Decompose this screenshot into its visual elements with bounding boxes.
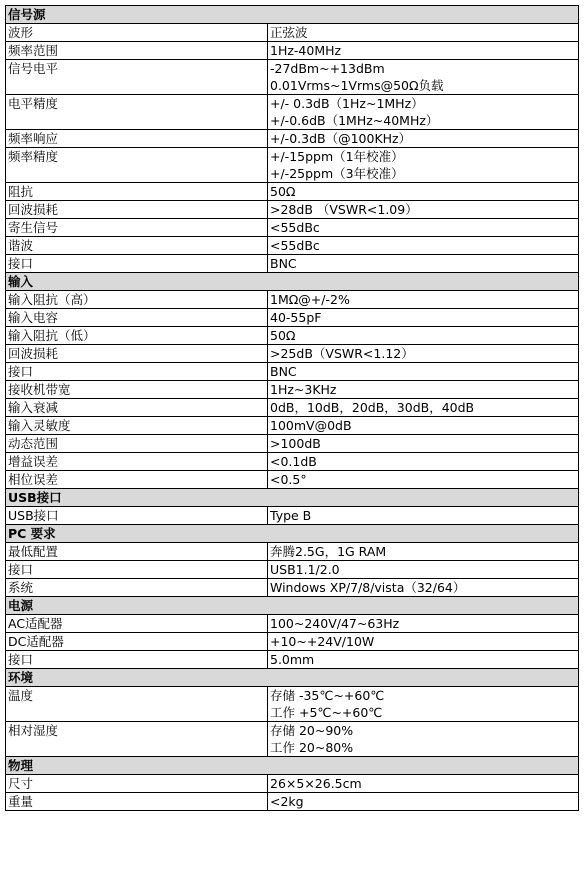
spec-value-line: +/-15ppm（1年校准） <box>270 149 404 164</box>
spec-value <box>268 615 579 633</box>
section-header-row <box>6 6 579 24</box>
section-header-row <box>6 273 579 291</box>
section-title: 信号源 <box>6 6 579 24</box>
spec-label: 回波损耗 <box>6 201 268 219</box>
spec-label: 寄生信号 <box>6 219 268 237</box>
spec-value <box>268 561 579 579</box>
spec-value <box>268 201 579 219</box>
spec-row <box>6 201 579 219</box>
spec-row <box>6 722 579 757</box>
spec-row <box>6 579 579 597</box>
spec-value-line: +10~+24V/10W <box>270 634 375 649</box>
spec-table-body <box>6 6 579 811</box>
spec-label: 输入电容 <box>6 309 268 327</box>
spec-label: 最低配置 <box>6 543 268 561</box>
spec-label: 阻抗 <box>6 183 268 201</box>
spec-row <box>6 363 579 381</box>
spec-value-line: Windows XP/7/8/vista（32/64） <box>270 580 466 595</box>
spec-row <box>6 24 579 42</box>
spec-row <box>6 793 579 811</box>
spec-value <box>268 651 579 669</box>
spec-value <box>268 453 579 471</box>
section-title: 物理 <box>6 757 579 775</box>
spec-label: 频率精度 <box>6 148 268 183</box>
spec-label: USB接口 <box>6 507 268 525</box>
spec-row <box>6 615 579 633</box>
spec-row <box>6 775 579 793</box>
spec-label: 输入阻抗（高） <box>6 291 268 309</box>
spec-value <box>268 148 579 183</box>
spec-label: 谐波 <box>6 237 268 255</box>
section-header-row <box>6 489 579 507</box>
spec-row <box>6 148 579 183</box>
spec-value-line: 工作 20~80% <box>270 740 354 755</box>
spec-row <box>6 183 579 201</box>
spec-label: 频率范围 <box>6 42 268 60</box>
spec-value <box>268 60 579 95</box>
spec-value-line: <2kg <box>270 794 304 809</box>
section-title: 电源 <box>6 597 579 615</box>
spec-value-line: 1Hz~3KHz <box>270 382 337 397</box>
spec-value-line: 40-55pF <box>270 310 322 325</box>
spec-value <box>268 24 579 42</box>
spec-label: 输入阻抗（低） <box>6 327 268 345</box>
spec-value-line: 50Ω <box>270 184 296 199</box>
spec-row <box>6 453 579 471</box>
spec-value <box>268 381 579 399</box>
spec-value <box>268 775 579 793</box>
spec-value-line: BNC <box>270 256 297 271</box>
section-title: PC 要求 <box>6 525 579 543</box>
spec-value <box>268 327 579 345</box>
spec-value <box>268 507 579 525</box>
spec-value-line: Type B <box>270 508 312 523</box>
spec-row <box>6 507 579 525</box>
section-title: 环境 <box>6 669 579 687</box>
spec-label: 相位误差 <box>6 471 268 489</box>
spec-table <box>5 5 579 811</box>
spec-label: 接口 <box>6 651 268 669</box>
spec-value-line: 奔腾2.5G，1G RAM <box>270 544 387 559</box>
spec-label: 系统 <box>6 579 268 597</box>
spec-value <box>268 255 579 273</box>
spec-label: 相对湿度 <box>6 722 268 757</box>
spec-value-line: +/-25ppm（3年校准） <box>270 166 404 181</box>
spec-value-line: 存储 -35℃~+60℃ <box>270 688 385 703</box>
spec-value-line: -27dBm~+13dBm <box>270 61 385 76</box>
spec-value-line: 存储 20~90% <box>270 723 354 738</box>
spec-value <box>268 291 579 309</box>
spec-value-line: 5.0mm <box>270 652 315 667</box>
spec-row <box>6 95 579 130</box>
spec-value-line: 1Hz-40MHz <box>270 43 342 58</box>
spec-label: 波形 <box>6 24 268 42</box>
spec-value <box>268 722 579 757</box>
spec-value-line: 1MΩ@+/-2% <box>270 292 350 307</box>
spec-row <box>6 219 579 237</box>
spec-row <box>6 42 579 60</box>
spec-value <box>268 363 579 381</box>
spec-label: 动态范围 <box>6 435 268 453</box>
spec-row <box>6 255 579 273</box>
spec-label: 输入衰减 <box>6 399 268 417</box>
spec-label: 频率响应 <box>6 130 268 148</box>
spec-label: 接收机带宽 <box>6 381 268 399</box>
spec-label: 增益误差 <box>6 453 268 471</box>
spec-row <box>6 633 579 651</box>
spec-value-line: 0.01Vrms~1Vrms@50Ω负载 <box>270 78 444 93</box>
spec-value <box>268 345 579 363</box>
spec-value-line: <55dBc <box>270 238 320 253</box>
spec-label: DC适配器 <box>6 633 268 651</box>
spec-row <box>6 309 579 327</box>
spec-value <box>268 435 579 453</box>
spec-value <box>268 579 579 597</box>
spec-row <box>6 345 579 363</box>
spec-value <box>268 687 579 722</box>
spec-row <box>6 381 579 399</box>
spec-value <box>268 309 579 327</box>
spec-row <box>6 561 579 579</box>
spec-row <box>6 687 579 722</box>
spec-label: 回波损耗 <box>6 345 268 363</box>
section-header-row <box>6 525 579 543</box>
section-header-row <box>6 597 579 615</box>
spec-row <box>6 237 579 255</box>
spec-value-line: <0.5° <box>270 472 307 487</box>
spec-value <box>268 399 579 417</box>
spec-row <box>6 543 579 561</box>
spec-value-line: 50Ω <box>270 328 296 343</box>
section-header-row <box>6 757 579 775</box>
spec-value <box>268 219 579 237</box>
spec-label: 电平精度 <box>6 95 268 130</box>
spec-value <box>268 130 579 148</box>
spec-label: 重量 <box>6 793 268 811</box>
spec-value <box>268 95 579 130</box>
spec-value <box>268 633 579 651</box>
spec-value-line: 100~240V/47~63Hz <box>270 616 400 631</box>
spec-value-line: >28dB （VSWR<1.09） <box>270 202 418 217</box>
spec-label: 输入灵敏度 <box>6 417 268 435</box>
spec-label: 信号电平 <box>6 60 268 95</box>
spec-value-line: +/-0.6dB（1MHz~40MHz） <box>270 113 439 128</box>
section-title: USB接口 <box>6 489 579 507</box>
spec-row <box>6 130 579 148</box>
spec-value-line: 工作 +5℃~+60℃ <box>270 705 383 720</box>
spec-value-line: 0dB，10dB，20dB，30dB，40dB <box>270 400 475 415</box>
spec-value-line: 正弦波 <box>270 25 308 40</box>
spec-row <box>6 651 579 669</box>
spec-row <box>6 471 579 489</box>
spec-value-line: 26×5×26.5cm <box>270 776 362 791</box>
spec-value-line: +/- 0.3dB（1Hz~1MHz） <box>270 96 424 111</box>
section-title: 输入 <box>6 273 579 291</box>
spec-value-line: <0.1dB <box>270 454 317 469</box>
spec-row <box>6 417 579 435</box>
spec-value-line: >25dB（VSWR<1.12） <box>270 346 414 361</box>
spec-value-line: >100dB <box>270 436 321 451</box>
spec-row <box>6 60 579 95</box>
spec-value-line: USB1.1/2.0 <box>270 562 340 577</box>
spec-value <box>268 543 579 561</box>
spec-value-line: 100mV@0dB <box>270 418 352 433</box>
spec-label: AC适配器 <box>6 615 268 633</box>
spec-row <box>6 291 579 309</box>
spec-row <box>6 327 579 345</box>
spec-value <box>268 237 579 255</box>
spec-value-line: +/-0.3dB（@100KHz） <box>270 131 412 146</box>
spec-value-line: BNC <box>270 364 297 379</box>
spec-value-line: <55dBc <box>270 220 320 235</box>
spec-value <box>268 471 579 489</box>
spec-row <box>6 399 579 417</box>
spec-value <box>268 417 579 435</box>
spec-row <box>6 435 579 453</box>
section-header-row <box>6 669 579 687</box>
spec-label: 接口 <box>6 561 268 579</box>
spec-value <box>268 183 579 201</box>
spec-value <box>268 42 579 60</box>
spec-label: 接口 <box>6 255 268 273</box>
spec-value <box>268 793 579 811</box>
spec-label: 接口 <box>6 363 268 381</box>
spec-label: 尺寸 <box>6 775 268 793</box>
spec-label: 温度 <box>6 687 268 722</box>
